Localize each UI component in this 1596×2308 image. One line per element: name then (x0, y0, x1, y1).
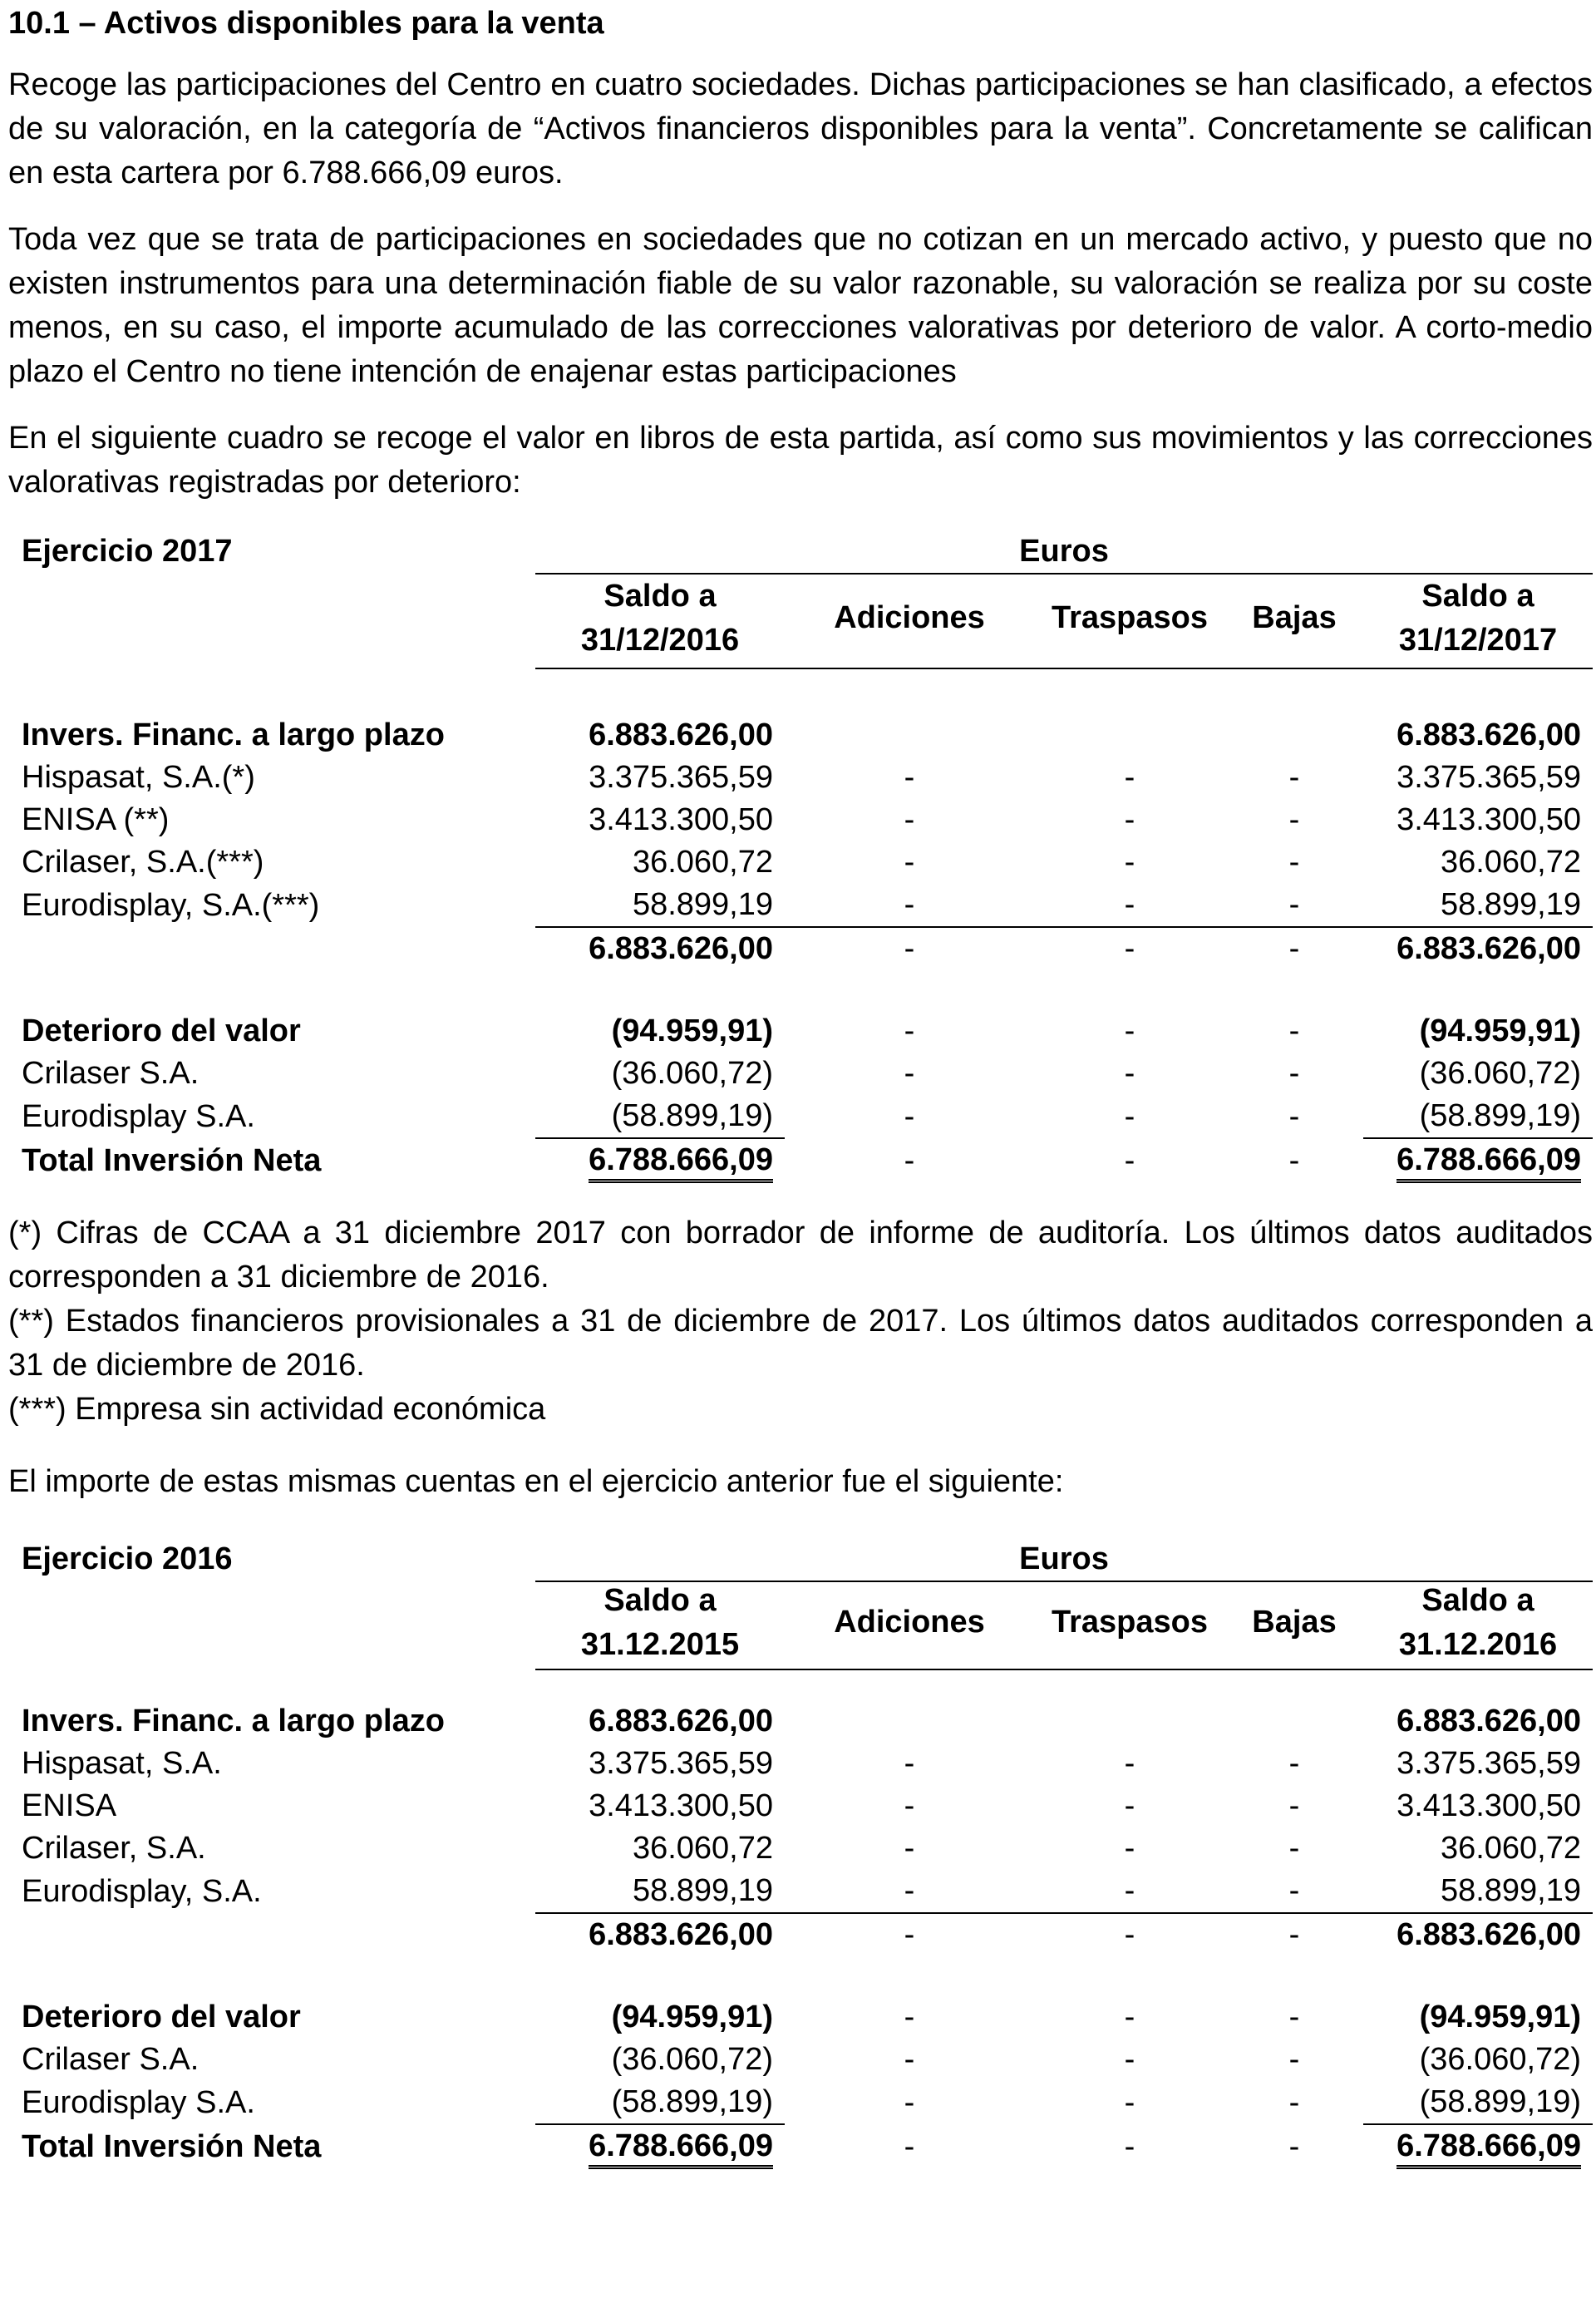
cell-additions: - (904, 1873, 915, 1908)
cell-additions: - (904, 1831, 915, 1866)
header-rule (535, 668, 1593, 669)
cell-opening: 6.883.626,00 (589, 718, 773, 752)
row-label: Eurodisplay, S.A. (22, 1873, 262, 1909)
cell-disposals: - (1288, 1873, 1300, 1908)
section-title: 10.1 – Activos disponibles para la venta (8, 6, 604, 41)
col-header-opening-line2: 31.12.2015 (580, 1627, 740, 1662)
total-opening-value: 6.788.666,09 (589, 2127, 773, 2169)
table-row (8, 1743, 1593, 1785)
cell-closing: 6.883.626,00 (1363, 927, 1593, 970)
cell-disposals: - (1288, 2000, 1300, 2034)
cell-transfers: - (1124, 1098, 1135, 1134)
cell-opening: (36.060,72) (611, 1056, 773, 1091)
row-label: Deterioro del valor (22, 2000, 301, 2034)
cell-disposals: - (1288, 1746, 1300, 1781)
cell-transfers: - (1124, 845, 1135, 880)
col-header-disposals: Bajas (1252, 600, 1337, 635)
cell-opening (535, 1138, 785, 1183)
cell-opening: 3.413.300,50 (589, 1788, 773, 1823)
cell-closing: (94.959,91) (1419, 1013, 1581, 1048)
col-header-opening (535, 575, 785, 663)
col-header-opening-line1: Saldo a (603, 579, 717, 614)
table-2016 (8, 1537, 1593, 2169)
cell-additions: - (904, 845, 915, 880)
cell-closing: 6.883.626,00 (1363, 1913, 1593, 1956)
cell-additions: - (904, 2128, 915, 2164)
row-label: Hispasat, S.A. (22, 1746, 222, 1781)
row-label: Eurodisplay S.A. (22, 2084, 255, 2120)
cell-transfers: - (1124, 887, 1135, 922)
cell-closing (1363, 1138, 1593, 1183)
table-row (8, 1785, 1593, 1827)
cell-transfers: - (1124, 1831, 1135, 1866)
cell-closing: 36.060,72 (1440, 845, 1581, 880)
cell-transfers: - (1124, 1056, 1135, 1091)
col-header-opening (535, 1579, 785, 1667)
cell-opening: 36.060,72 (632, 1831, 773, 1866)
cell-disposals: - (1288, 1831, 1300, 1866)
row-label: Invers. Financ. a largo plazo (22, 1704, 445, 1738)
cell-opening: 6.883.626,00 (589, 1704, 773, 1738)
paragraph-3: En el siguiente cuadro se recoge el valor en libros de esta partida, así como sus movimientos y las correcciones valorativas registradas por deterioro: (8, 421, 1593, 500)
cell-additions: - (904, 887, 915, 922)
col-header-closing-line1: Saldo a (1421, 579, 1534, 614)
cell-opening: (36.060,72) (611, 2042, 773, 2077)
cell-additions: - (904, 1746, 915, 1781)
table-row (8, 2039, 1593, 2081)
cell-additions: - (785, 927, 1034, 970)
table-row (8, 1095, 1593, 1138)
cell-opening: (94.959,91) (611, 2000, 773, 2034)
table-row (8, 1053, 1593, 1095)
cell-transfers: - (1034, 1913, 1225, 1956)
table-header (8, 1537, 1593, 1662)
cell-opening: (58.899,19) (611, 2084, 773, 2119)
table-row (8, 884, 1593, 927)
cell-transfers: - (1124, 760, 1135, 795)
cell-disposals: - (1288, 2084, 1300, 2120)
cell-opening: 6.883.626,00 (535, 1913, 785, 1956)
col-header-opening-line2: 31/12/2016 (580, 623, 740, 658)
col-header-closing (1363, 575, 1593, 663)
intro-2016: El importe de estas mismas cuentas en el ejercicio anterior fue el siguiente: (8, 1464, 1064, 1499)
total-opening-value: 6.788.666,09 (589, 1141, 773, 1183)
col-header-disposals: Bajas (1252, 1605, 1337, 1640)
footnote-2: (**) Estados financieros provisionales a 31 de diciembre de 2017. Los últimos datos auditados corresponden a 31 de diciembre de 2016. (8, 1304, 1593, 1383)
cell-transfers: - (1124, 1788, 1135, 1823)
table-row (8, 1870, 1593, 1913)
row-label: Invers. Financ. a largo plazo (22, 718, 445, 752)
cell-transfers: - (1124, 1142, 1135, 1178)
cell-additions: - (904, 1788, 915, 1823)
table-row (8, 757, 1593, 799)
cell-closing: (36.060,72) (1419, 1056, 1581, 1091)
cell-disposals: - (1288, 1788, 1300, 1823)
cell-transfers: - (1124, 2084, 1135, 2120)
cell-closing: 6.883.626,00 (1396, 718, 1581, 752)
cell-closing: 36.060,72 (1440, 1831, 1581, 1866)
currency-header: Euros (535, 530, 1593, 575)
cell-closing: 6.883.626,00 (1396, 1704, 1581, 1738)
row-label: Eurodisplay, S.A.(***) (22, 887, 320, 923)
row-label: Total Inversión Neta (22, 1142, 322, 1178)
table-row (8, 841, 1593, 884)
paragraph-1: Recoge las participaciones del Centro en cuatro sociedades. Dichas participaciones se han clasificado, a efectos de su valoración, en la categoría de “Activos financieros disponibles para la venta”. Concretamente se califican en esta cartera por 6.788.666,09 euros. (8, 67, 1593, 190)
row-label: Total Inversión Neta (22, 2128, 322, 2164)
table-2017 (8, 530, 1593, 1183)
col-header-closing-line2: 31.12.2016 (1398, 1627, 1558, 1662)
cell-opening: (94.959,91) (611, 1013, 773, 1048)
cell-additions: - (904, 2000, 915, 2034)
col-header-closing-line1: Saldo a (1421, 1583, 1534, 1618)
cell-closing: (58.899,19) (1419, 2084, 1581, 2119)
cell-opening: 3.375.365,59 (589, 760, 773, 795)
row-label: Deterioro del valor (22, 1013, 301, 1048)
cell-opening: 58.899,19 (632, 1873, 773, 1908)
cell-disposals: - (1288, 887, 1300, 922)
cell-additions: - (904, 1013, 915, 1048)
cell-closing: 58.899,19 (1440, 887, 1581, 922)
cell-closing: (94.959,91) (1419, 2000, 1581, 2034)
cell-transfers: - (1034, 927, 1225, 970)
cell-transfers: - (1124, 2042, 1135, 2077)
cell-disposals: - (1288, 1013, 1300, 1048)
total-row (8, 2124, 1593, 2169)
cell-closing: 3.413.300,50 (1396, 802, 1581, 837)
table-row (8, 1827, 1593, 1870)
paragraph-2: Toda vez que se trata de participaciones en sociedades que no cotizan en un mercado activo, y puesto que no existen instrumentos para una determinación fiable de su valor razonable, su valoración se realiza por su coste menos, en su caso, el importe acumulado de las correcciones valorativas por deterioro de valor. A corto-medio plazo el Centro no tiene intención de enajenar estas participaciones (8, 222, 1593, 389)
table-header (8, 530, 1593, 671)
total-closing-value: 6.788.666,09 (1396, 2127, 1581, 2169)
table-row (8, 1996, 1593, 2039)
subtotal-row (8, 1913, 1593, 1956)
cell-opening: 36.060,72 (632, 845, 773, 880)
col-header-additions: Adiciones (834, 1605, 985, 1640)
cell-disposals: - (1288, 760, 1300, 795)
col-header-transfers: Traspasos (1052, 1605, 1208, 1640)
table-row (8, 2081, 1593, 2124)
cell-disposals: - (1288, 2128, 1300, 2164)
table-title: Ejercicio 2016 (22, 1541, 233, 1576)
table-title: Ejercicio 2017 (22, 534, 233, 569)
table-body (8, 714, 1593, 1183)
cell-additions: - (904, 2084, 915, 2120)
cell-opening: 3.413.300,50 (589, 802, 773, 837)
col-header-opening-line1: Saldo a (603, 1583, 717, 1618)
row-label: Eurodisplay S.A. (22, 1098, 255, 1134)
table-body (8, 1700, 1593, 2169)
col-header-transfers: Traspasos (1052, 600, 1208, 635)
cell-transfers: - (1124, 1746, 1135, 1781)
cell-disposals: - (1288, 1098, 1300, 1134)
footnote-1: (*) Cifras de CCAA a 31 diciembre 2017 con borrador de informe de auditoría. Los últimos datos auditados corresponden a 31 diciembre de 2016. (8, 1216, 1593, 1295)
cell-additions: - (904, 1098, 915, 1134)
cell-opening: 3.375.365,59 (589, 1746, 773, 1781)
table-row (8, 1700, 1593, 1743)
cell-opening: (58.899,19) (611, 1098, 773, 1133)
currency-header: Euros (535, 1537, 1593, 1582)
subtotal-row (8, 927, 1593, 970)
cell-additions: - (904, 760, 915, 795)
row-label: ENISA (**) (22, 802, 170, 837)
footnotes (8, 1211, 1593, 1432)
row-label: ENISA (22, 1788, 117, 1823)
cell-closing: (36.060,72) (1419, 2042, 1581, 2077)
cell-closing: (58.899,19) (1419, 1098, 1581, 1133)
cell-closing: 3.375.365,59 (1396, 760, 1581, 795)
cell-disposals: - (1288, 1142, 1300, 1178)
row-label: Crilaser, S.A.(***) (22, 845, 264, 880)
cell-disposals: - (1288, 2042, 1300, 2077)
cell-transfers: - (1124, 1873, 1135, 1908)
cell-disposals: - (1288, 845, 1300, 880)
cell-transfers: - (1124, 2000, 1135, 2034)
col-header-closing-line2: 31/12/2017 (1398, 623, 1558, 658)
cell-closing: 3.413.300,50 (1396, 1788, 1581, 1823)
col-header-additions: Adiciones (834, 600, 985, 635)
cell-transfers: - (1124, 802, 1135, 837)
header-rule (535, 1669, 1593, 1670)
total-closing-value: 6.788.666,09 (1396, 1141, 1581, 1183)
cell-disposals: - (1288, 802, 1300, 837)
cell-additions: - (904, 2042, 915, 2077)
table-row (8, 714, 1593, 757)
cell-closing: 58.899,19 (1440, 1873, 1581, 1908)
cell-disposals: - (1225, 1913, 1363, 1956)
row-label: Crilaser S.A. (22, 2042, 200, 2077)
col-header-closing (1363, 1579, 1593, 1667)
cell-closing: 3.375.365,59 (1396, 1746, 1581, 1781)
total-row (8, 1138, 1593, 1183)
cell-closing (1363, 2124, 1593, 2169)
cell-opening: 6.883.626,00 (535, 927, 785, 970)
cell-opening: 58.899,19 (632, 887, 773, 922)
cell-additions: - (785, 1913, 1034, 1956)
cell-disposals: - (1225, 927, 1363, 970)
cell-additions: - (904, 1142, 915, 1178)
row-label: Crilaser S.A. (22, 1056, 200, 1091)
cell-transfers: - (1124, 1013, 1135, 1048)
footnote-3: (***) Empresa sin actividad económica (8, 1392, 546, 1427)
document-page (8, 0, 1593, 2169)
table-row (8, 1010, 1593, 1053)
cell-opening (535, 2124, 785, 2169)
cell-disposals: - (1288, 1056, 1300, 1091)
cell-additions: - (904, 1056, 915, 1091)
table-row (8, 799, 1593, 841)
row-label: Crilaser, S.A. (22, 1831, 206, 1866)
cell-transfers: - (1124, 2128, 1135, 2164)
row-label: Hispasat, S.A.(*) (22, 760, 255, 795)
cell-additions: - (904, 802, 915, 837)
